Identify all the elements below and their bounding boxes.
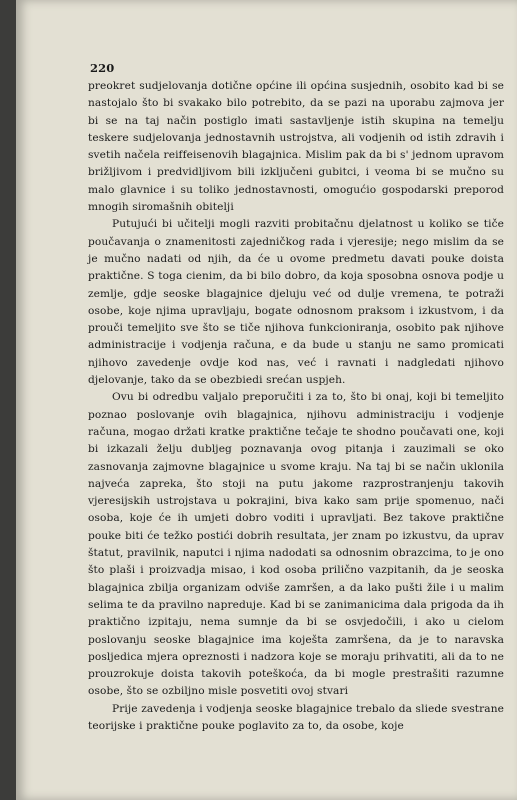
paragraph-1: preokret sudjelovanja dotične općine ili općina susjednih, osobito kad bi se nastojalo što bi svakako bilo potrebito, da se pazi na uporabu zajmova jer bi se na taj način postiglo imati sastavljenje istih skupina na temelju teskere sudjelovanja jednostavnih ustrojstva, ali vodjenih od istih zdravih i svetih načela reiffeisenovih blagajnica. Mislim pak da bi s' jednom upravom brižljivom i predvidljivom bili izključeni gubitci, i veoma bi se mučno su malo glavnice i su toliko jednostavnosti, omogućio gospodarski preporod mnogih siromašnih obitelji [88, 80, 504, 214]
paragraph-3: Ovu bi odredbu valjalo preporučiti i za to, što bi onaj, koji bi temeljito poznao poslovanje ovih blagajnica, njihovu administraciju i vodjenje računa, mogao držati kratke praktične tečaje te shodno poučavati one, koji bi izkazali želju dubljeg poznavanja ovog pitanja i zauzimali se oko zasnovanja zajmovne blagajnice u svome kraju. Na taj bi se način uklonila najveća zapreka, što stoji na putu jakome razprostranjenju takovih vjeresijskih ustrojstava u pokrajini, biva kako sam prije spomenuo, nači osoba, koje će ih umjeti dobro voditi i upravljati. Bez takove praktične pouke biti će težko postići dobrih resultata, jer znam po izkustvu, da uprav štatut, pravilnik, naputci i njima nadodati sa odnosnim obrazcima, to je ono što plaši i proizvadja misao, i kod osoba prilično vazpitanih, da je seoska blagajnica zbilja organizam odviše zamršen, a da lako pušti žile i u malim selima te da pravilno napreduje. Kad bi se zanimanicima dala prigoda da ih praktično izpitaju, nema sumnje da bi se osvjedočili, i ako u cielom poslovanju seoske blagajnice ima koješta zamršena, da je to naravska posljedica mjera opreznosti i nadzora koje se moraju prihvatiti, ali da to ne prouzrokuje doista takovih poteškoća, da bi mogle prestrašiti razumne osobe, što se ozbiljno misle posvetiti ovoj stvari [88, 391, 504, 698]
paragraph-2: Putujući bi učitelji mogli razviti probitačnu djelatnost u koliko se tiče poučavanja o znamenitosti zajedničkog rada i vjeresije; nego mislim da se je mučno nadati od njih, da će u ovome predmetu davati pouke doista praktične. S toga cienim, da bi bilo dobro, da koja sposobna osnova podje u zemlje, gdje seoske blagajnice djeluju već od dulje vremena, te potraži osobe, koje njima upravljaju, bogate odnosnom praksom i izkustvom, i da prouči temeljito sve što se tiče njihova funkcioniranja, osobito pak njihove administracije i vodjenja računa, e da bude u stanju ne samo promicati njihovo zavedenje ovdje kod nas, već i ravnati i nadgledati njihovo djelovanje, tako da se obezbiedi srećan uspjeh. [88, 218, 504, 387]
page-number: 220 [90, 61, 115, 75]
book-page [16, 0, 517, 800]
page-text [88, 58, 504, 735]
paragraph-4: Prije zavedenja i vodjenja seoske blagajnice trebalo da sliede svestrane teorijske i praktične pouke poglavito za to, da osobe, koje [88, 702, 504, 732]
